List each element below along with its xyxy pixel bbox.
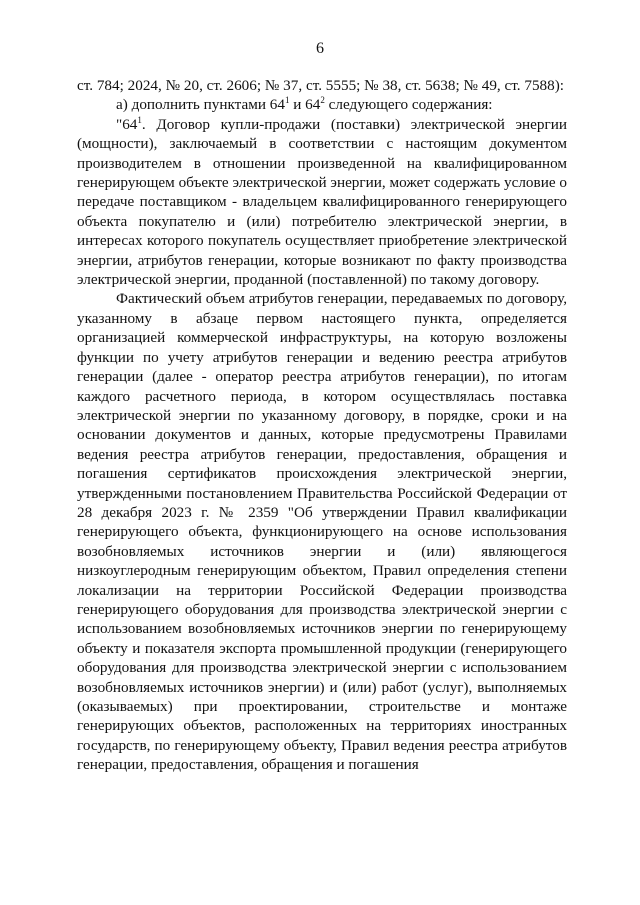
page-number: 6 — [316, 40, 324, 57]
point-number-text: "64 — [116, 115, 138, 133]
amendment-intro-text: и 64 — [289, 96, 321, 114]
paragraph-actual-volume: Фактический объем атрибутов генерации, передаваемых по договору, указанному в абзаце первом настоящего пункта, определяется организацией коммерческой инфраструктуры, на которую возложены функции по учету атрибутов генерации и ведению реестра атрибутов генерации (далее - оператор реестра атрибутов генерации), по итогам каждого расчетного периода, в котором осуществлялась поставка электрической энергии по указанному договору, в порядке, сроки и на основании документов и данных, которые предусмотрены Правилами ведения реестра атрибутов генерации, предоставления, обращения и погашения сертификатов происхождения электрической энергии, утвержденными постановлением Правительства Российской Федерации от 28 декабря 2023 г. № 2359 "Об утверждении Правил квалификации генерирующего объекта, функционирующего на основе использования возобновляемых источников энергии и (или) являющегося низкоуглеродным генерирующим объектом, Правил определения степени локализации на территории Российской Федерации производства генерирующего оборудования для производства электрической энергии с использованием возобновляемых источников энергии по генерирующему объекту и показателя экспорта промышленной продукции (генерирующего оборудования для производства электрической энергии с использованием возобновляемых источников энергии) и (или) работ (услуг), выполняемых (оказываемых) при проектировании, строительстве и монтаже генерирующих объектов, расположенных на территориях иностранных государств, по генерирующему объекту, Правил ведения реестра атрибутов генерации, предоставления, обращения и погашения — [77, 290, 567, 774]
superscript-index: 2 — [320, 95, 325, 106]
paragraph-amendment-intro — [77, 95, 567, 114]
superscript-index: 1 — [137, 114, 142, 125]
point-body-text: . Договор купли-продажи (поставки) электрической энергии (мощности), заключаемый в соответствии с настоящим документом производителем в отношении произведенной на квалифицированном генерирующем объекте электрической энергии, может содержать условие о передаче поставщиком - владельцем квалифицированного генерирующего объекта покупателю и (или) потребителю электрической энергии, в интересах которого покупатель осуществляет приобретение электрической энергии, атрибутов генерации, которые возникают по факту производства электрической энергии, проданной (поставленной) по такому договору. — [77, 115, 567, 289]
amendment-intro-text: а) дополнить пунктами 64 — [116, 96, 285, 114]
paragraph-point-64-1 — [77, 115, 567, 290]
superscript-index: 1 — [284, 95, 290, 106]
paragraph-citation: ст. 784; 2024, № 20, ст. 2606; № 37, ст. 5555; № 38, ст. 5638; № 49, ст. 7588): — [77, 77, 565, 94]
amendment-intro-text: следующего содержания: — [324, 96, 493, 114]
document-text — [77, 76, 567, 775]
